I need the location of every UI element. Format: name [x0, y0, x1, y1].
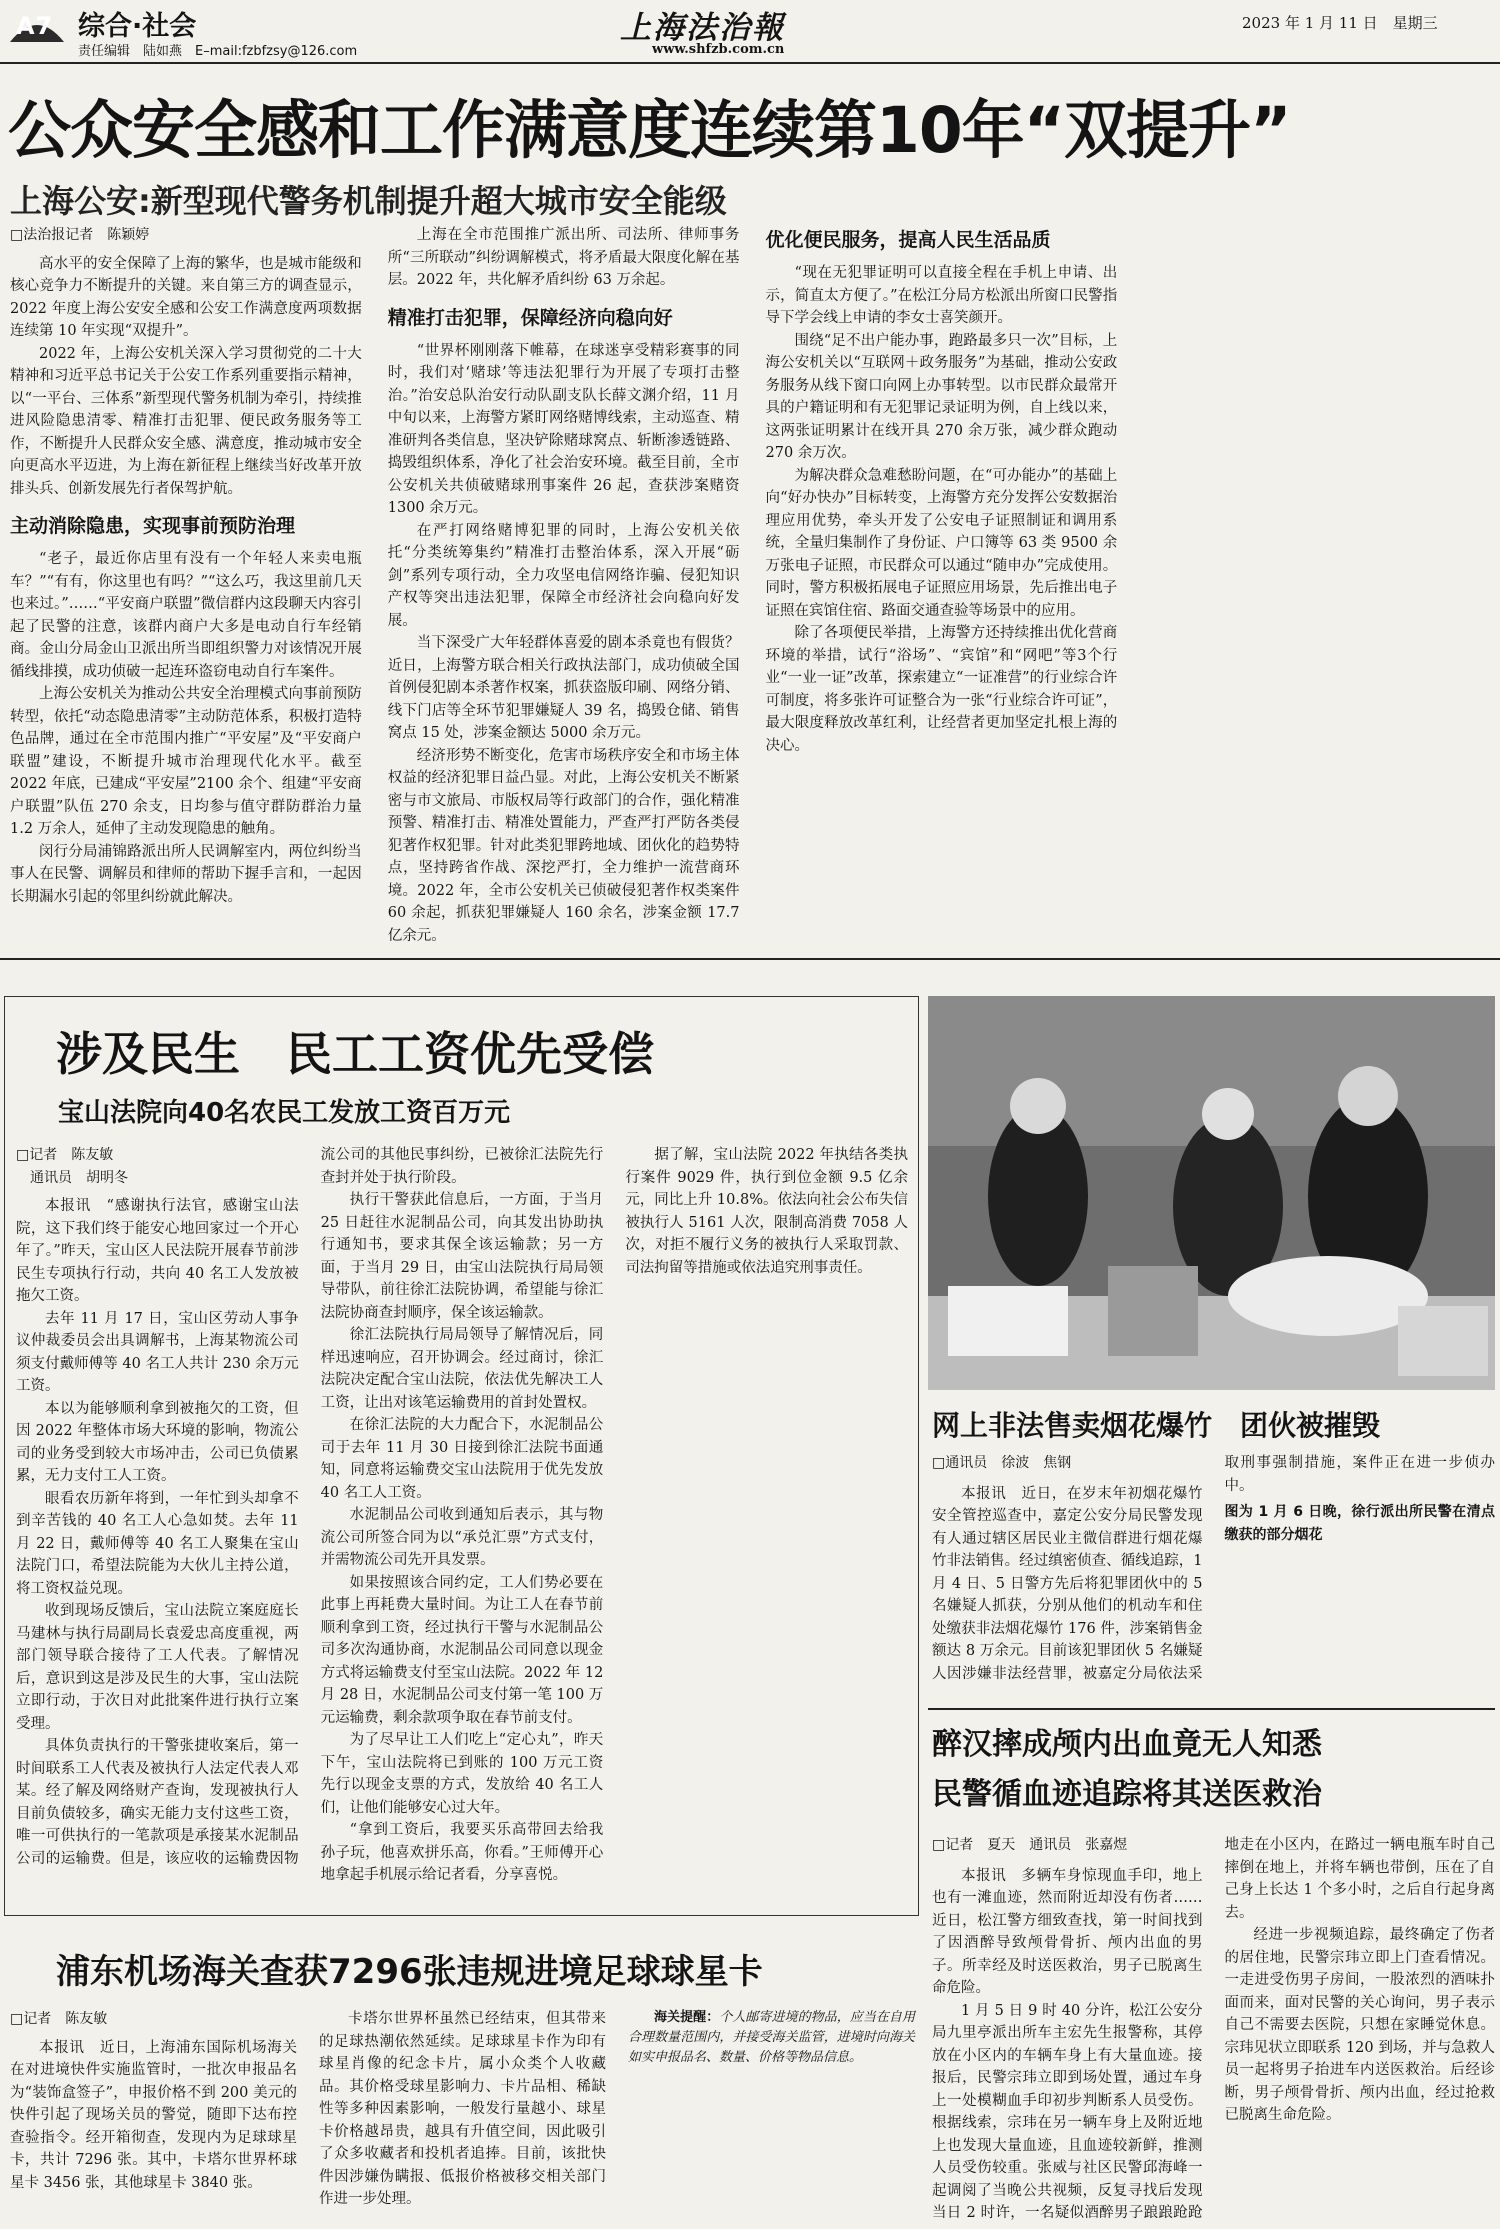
story1-para: 经济形势不断变化，危害市场秩序安全和市场主体权益的经济犯罪日益凸显。对此，上海公安机关不断紧密与市文旅局、市版权局等行政部门的合作，强化精准预警、精准打击、精准处置能力，严查严打严防各类侵犯著作权犯罪。针对此类犯罪跨地域、团伙化的趋势特点，坚持跨省作战、深挖严打，全力维护一流营商环境。2022 年，全市公安机关已侦破侵犯著作权类案件 60 余起，抓获犯罪嫌疑人 160 余名，涉案金额 17.7 亿余元。: [387, 747, 740, 944]
editor-line: 责任编辑 陆如燕 E–mail:fzbfzsy@126.com: [78, 44, 358, 59]
story5-para: 本报讯 近日，上海浦东国际机场海关在对进境快件实施监管时，一批次申报品名为“装饰盒签子”，申报价格不到 200 美元的快件引起了现场关员的警觉，随即下达布控查验指令。经开箱彻查，发现内为足球球星卡，共计 7296 张。其中，卡塔尔世界杯球星卡 3456 张，其他球星卡 3840 张。: [10, 2039, 297, 2191]
story2-para: 据了解，宝山法院 2022 年执结各类执行案件 9029 件，执行到位金额 9.5 亿余元，同比上升 10.8%。依法向社会公布失信被执行人 5161 人次，限制高消费 7058 人次，对拒不履行义务的被执行人采取罚款、司法拘留等措施或依法追究刑事责任。: [625, 1147, 908, 1276]
story4-para: 本报讯 多辆车身惊现血手印，地上也有一滩血迹，然而附近却没有伤者……近日，松江警方细致查找，第一时间找到了因酒醉导致颅骨骨折、颅内出血的男子。所幸经及时送医救治，男子已脱离生命危险。: [932, 1867, 1203, 1996]
story2-para: 在徐汇法院的大力配合下，水泥制品公司于去年 11 月 30 日接到徐汇法院书面通知，同意将运输费交宝山法院用于优先发放 40 名工人工资。: [320, 1417, 604, 1501]
story2-headline: 涉及民生 民工工资优先受偿: [56, 1027, 654, 1081]
story5-byline: □记者 陈友敏: [10, 2011, 108, 2027]
story3-bottom-rule: [928, 1708, 1495, 1710]
story4-para: 经进一步视频追踪，最终确定了伤者的居住地，民警宗玮立即上门查看情况。一走进受伤男子房间，一股浓烈的酒味扑面而来，面对民警的关心询问，男子表示自己不需要去医院，只想在家睡觉休息。宗玮见状立即联系 120 到场，并与急救人员一起将男子抬进车内送医救治。后经诊断，男子颅骨骨折、颅内出血，经过抢救已脱离生命危险。: [1224, 1927, 1495, 2123]
story3-byline: □通讯员 徐波 焦钢: [932, 1455, 1072, 1471]
story3-headline: 网上非法售卖烟花爆竹 团伙被摧毁: [932, 1409, 1381, 1442]
masthead: 上海法治報: [620, 10, 785, 46]
story1-bottom-rule: [0, 958, 1500, 960]
story1-para: 在严打网络赌博犯罪的同时，上海公安机关依托“分类统筹集约”精准打击整治体系，深入开展“砺剑”系列专项行动，全力攻坚电信网络诈骗、侵犯知识产权等突出违法犯罪，保障全市经济社会向稳向好发展。: [387, 522, 740, 629]
story1-crosshead-b: 精准打击犯罪，保障经济向稳向好: [387, 306, 673, 329]
page-number-badge: [6, 6, 68, 46]
story2-body: [16, 1144, 908, 1906]
issue-date: 2023 年 1 月 11 日 星期三: [1242, 14, 1438, 32]
story1-para: 2022 年，上海公安机关深入学习贯彻党的二十大精神和习近平总书记关于公安工作系列重要指示精神，以“一平台、三体系”新型现代警务机制为牵引，持续推进风险隐患清零、精准打击犯罪、便民政务服务等工作，不断提升人民群众安全感、满意度，推动城市安全向更高水平迈进，为上海在新征程上继续当好改革开放排头兵、创新发展先行者保驾护航。: [10, 345, 362, 497]
story2-para: 为了尽早让工人们吃上“定心丸”，昨天下午，宝山法院将已到账的 100 万元工资先行以现金支票的方式，发放给 40 名工人们，让他们能够安心过大年。: [320, 1732, 604, 1816]
story2-para: 徐汇法院执行局局领导了解情况后，同样迅速响应，召开协调会。经过商讨，徐汇法院决定配合宝山法院，依法优先解决工人工资，让出对该笔运输费用的首封处置权。: [320, 1327, 604, 1411]
photo-illustration: [928, 996, 1495, 1390]
story3-para: 本报讯 近日，在岁末年初烟花爆竹安全管控巡查中，嘉定公安分局民警发现有人通过辖区居民业主微信群进行烟花爆竹非法销售。经过缜密侦查、循线追踪，1 月 4 日、5 日警方先后将犯罪团伙中的 5 名嫌疑人抓获，分别从他们的机动车和住处缴获非法烟花爆竹 176 件，涉案销售金额达 8 万余元。目前该犯罪团伙 5 名嫌疑人因涉嫌非法经营罪，被嘉定分局依法采取刑事强制措施，案件正在进一步侦办中。: [932, 1455, 1495, 1682]
story5-tip: [628, 2008, 915, 2068]
story2-para: 如果按照该合同约定，工人们势必要在此事上再耗费大量时间。为让工人在春节前顺利拿到工资，经过执行干警与水泥制品公司多次沟通协商，水泥制品公司同意以现金方式将运输费支付至宝山法院。2022 年 12 月 28 日，水泥制品公司支付第一笔 100 万元运输费，剩余款项争取在春节前支付。: [320, 1574, 604, 1726]
story4-headline: 醉汉摔成颅内出血竟无人知悉 民警循血迹追踪将其送医救治: [932, 1727, 1322, 1812]
story4-body: [932, 1834, 1495, 2226]
story5-headline: 浦东机场海关查获7296张违规进境足球球星卡: [56, 1952, 763, 1992]
story4-byline: □记者 夏天 通讯员 张嘉煜: [932, 1837, 1128, 1853]
story5-body: [10, 2008, 915, 2228]
story1-headline: 公众安全感和工作满意度连续第10年“双提升”: [8, 94, 1291, 167]
story1-para: “世界杯刚刚落下帷幕，在球迷享受精彩赛事的同时，我们对‘赌球’等违法犯罪行为开展了专项打击整治。”治安总队治安行动队副支队长薛文渊介绍，11 月中旬以来，上海警方紧盯网络赌博线索，主动巡查、精准研判各类信息，坚决铲除赌球窝点、斩断渗透链路、捣毁组织体系，净化了社会治安环境。截至目前，全市公安机关共侦破赌球刑事案件 26 起，查获涉案赌资 1300 余万元。: [387, 342, 740, 516]
story2-para: 眼看农历新年将到，一年忙到头却拿不到辛苦钱的 40 名工人心急如焚。去年 11 月 22 日，戴师傅等 40 名工人聚集在宝山法院门口，希望法院能为大伙儿主持公道，将工资权益兑现。: [16, 1490, 299, 1597]
fireworks-photo: [928, 996, 1495, 1390]
story5-para: 卡塔尔世界杯虽然已经结束，但其带来的足球热潮依然延续。足球球星卡作为印有球星肖像的纪念卡片，属小众类个人收藏品。其价格受球星影响力、卡片品相、稀缺性等多种因素影响，一般发行量越小、球星卡价格越昂贵，越具有升值空间，因此吸引了众多收藏者和投机者追捧。目前，该批快件因涉嫌伪瞒报、低报价格被移交相关部门作进一步处理。: [319, 2011, 606, 2207]
story1-para: 为解决群众急难愁盼问题，在“可办能办”的基础上向“好办快办”目标转变，上海警方充分发挥公安数据治理应用优势，牵头开发了公安电子证照制证和调用系统，全量归集制作了身份证、户口簿等 63 类 9500 余万张电子证照，市民群众可以通过“随申办”完成使用。同时，警方积极拓展电子证照应用场景，先后推出电子证照在宾馆住宿、路面交通查验等场景中的应用。: [765, 467, 1118, 619]
page-number: A7: [16, 12, 54, 40]
story2-para: 水泥制品公司收到通知后表示，其与物流公司所签合同为以“承兑汇票”方式支付，并需物流公司先开具发票。: [320, 1507, 604, 1568]
story2-para: 收到现场反馈后，宝山法院立案庭庭长马建林与执行局副局长袁爱忠高度重视，两部门领导联合接待了工人代表。了解情况后，意识到这是涉及民生的大事，宝山法院立即行动，于次日对此批案件进行执行立案受理。: [16, 1603, 299, 1732]
story1-para: 上海公安机关为推动公共安全治理模式向事前预防转型，依托“动态隐患清零”主动防范体系，积极打造特色品牌，通过在全市范围内推广“平安屋”及“平安商户联盟”建设，不断提升城市治理现代化水平。截至 2022 年底，已建成“平安屋”2100 余个、组建“平安商户联盟”队伍 270 余支，日均参与值守群防群治力量 1.2 万余人，延伸了主动发现隐患的触角。: [10, 686, 362, 837]
story1-crosshead-a: 主动消除隐患，实现事前预防治理: [10, 515, 296, 537]
website: www.shfzb.com.cn: [652, 42, 785, 57]
story1-para: “现在无犯罪证明可以直接全程在手机上申请、出示，简直太方便了。”在松江分局方松派出所窗口民警指导下学会线上申请的李女士喜笑颜开。: [765, 265, 1118, 326]
story2-para: 具体负责执行的干警张捷收案后，第一时间联系工人代表及被执行人法定代表人邓某。经了解及网络财产查询，发现被执行人目前负债较多，确实无能力支付这些工资，唯一可供执行的一笔款项是承接某水泥制品公司的运输费。但是，该应收的运输费因物流公司的其他民事纠纷，已被徐汇法院先行查封并处于执行阶段。: [16, 1147, 604, 1867]
story1-subhead: 上海公安:新型现代警务机制提升超大城市安全能级: [10, 182, 727, 220]
story1-para: 围绕“足不出户能办事，跑路最多只一次”目标，上海公安机关以“互联网＋政务服务”为基础，推动公安政务服务从线下窗口向网上办事转型。以市民群众最常开具的户籍证明和有无犯罪记录证明为例，自上线以来，这两张证明累计在线开具 270 余万张，减少群众跑动 270 余万次。: [765, 332, 1118, 461]
header-rule: [0, 62, 1500, 64]
story3-body: [932, 1452, 1495, 1704]
story1-body: [10, 224, 1495, 952]
story2-para: “拿到工资后，我要买乐高带回去给我孙子玩，他喜欢拼乐高，你看。”王师傅开心地拿起手机展示给记者看，分享喜悦。: [320, 1822, 604, 1883]
story1-para: 除了各项便民举措，上海警方还持续推出优化营商环境的举措，试行“浴场”、“宾馆”和“网吧”等3个行业“一业一证”改革，探索建立“一证准营”的行业综合许可制度，将多张许可证整合为一张“行业综合许可证”，最大限度释放改革红利，让经营者更加坚定扎根上海的决心。: [765, 625, 1118, 754]
story1-byline: □法治报记者 陈颖婷: [10, 227, 150, 243]
story1-para: 高水平的安全保障了上海的繁华，也是城市能级和核心竞争力不断提升的关键。来自第三方的调查显示，2022 年度上海公安安全感和公安工作满意度两项数据连续第 10 年实现“双提升”。: [10, 255, 362, 339]
section-name: 综合·社会: [78, 11, 197, 42]
story2-subhead: 宝山法院向40名农民工发放工资百万元: [58, 1098, 511, 1128]
story5-tip-label: 海关提醒：: [654, 2010, 720, 2025]
story4-para: 1 月 5 日 9 时 40 分许，松江公安分局九里亭派出所车主宏先生报警称，其停放在小区内的车辆车身上有大量血迹。接报后，民警宗玮立即到场处置，通过车身上一处模糊血手印初步判断系人员受伤。根据线索，宗玮在另一辆车身上及附近地上也发现大量血迹，且血迹较新鲜，推测人员受伤较重。张威与社区民警邱海峰一起调阅了当晚公共视频，反复寻找后发现当日 2 时许，一名疑似酒醉男子踉踉跄跄地走在小区内，在路过一辆电瓶车时自己摔倒在地上，并将车辆也带倒，压在了自己身上长达 1 个多小时，之后自行起身离去。: [932, 1837, 1495, 2221]
story3-caption: 图为 1 月 6 日晚，徐行派出所民警在清点缴获的部分烟花: [1224, 1504, 1495, 1543]
story1-para: 闵行分局浦锦路派出所人民调解室内，两位纠纷当事人在民警、调解员和律师的帮助下握手言和，一起因长期漏水引起的邻里纠纷就此解决。: [10, 843, 362, 905]
story2-byline: □记者 陈友敏 通讯员 胡明冬: [16, 1147, 128, 1186]
story1-para: 当下深受广大年轻群体喜爱的剧本杀竟也有假货？近日，上海警方联合相关行政执法部门，成功侦破全国首例侵犯剧本杀著作权案，抓获盗版印刷、网络分销、线下门店等全环节犯罪嫌疑人 39 名，捣毁仓储、销售窝点 15 处，涉案金额达 5000 余万元。: [387, 635, 740, 741]
story2-para: 执行干警获此信息后，一方面，于当月 25 日赶往水泥制品公司，向其发出协助执行通知书，要求其保全该运输款；另一方面，于当月 29 日，由宝山法院执行局局领导带队，前往徐汇法院协调，希望能与徐汇法院协商查封顺序，保全该运输款。: [320, 1192, 604, 1321]
story1-para: 上海在全市范围推广派出所、司法所、律师事务所“三所联动”纠纷调解模式，将矛盾最大限度化解在基层。2022 年，共化解矛盾纠纷 63 万余起。: [387, 227, 740, 288]
story2-para: 去年 11 月 17 日，宝山区劳动人事争议仲裁委员会出具调解书，上海某物流公司须支付戴师傅等 40 名工人共计 230 余万元工资。: [16, 1310, 299, 1394]
story2-para: 本报讯 “感谢执行法官，感谢宝山法院，这下我们终于能安心地回家过一个开心年了。”昨天，宝山区人民法院开展春节前涉民生专项执行行动，共向 40 名工人发放被拖欠工资。: [16, 1198, 299, 1304]
story1-crosshead-c: 优化便民服务，提高人民生活品质: [765, 229, 1051, 251]
story2-para: 本以为能够顺利拿到被拖欠的工资，但因 2022 年整体市场大环境的影响，物流公司的业务受到较大市场冲击，公司已负债累累，无力支付工人工资。: [16, 1400, 299, 1484]
story5-tip-text: 个人邮寄进境的物品，应当在自用合理数量范围内，并接受海关监管，进境时向海关如实申报品名、数量、价格等物品信息。: [628, 2010, 915, 2065]
story1-para: “老子，最近你店里有没有一个年轻人来卖电瓶车？”“有有，你这里也有吗？”“这么巧，我这里前几天也来过。”……“平安商户联盟”微信群内这段聊天内容引起了民警的注意，该群内商户大多是电动自行车经销商。金山分局金山卫派出所当即组织警力对该情况开展循线排摸，成功侦破一起连环盗窃电动自行车案件。: [10, 551, 362, 680]
